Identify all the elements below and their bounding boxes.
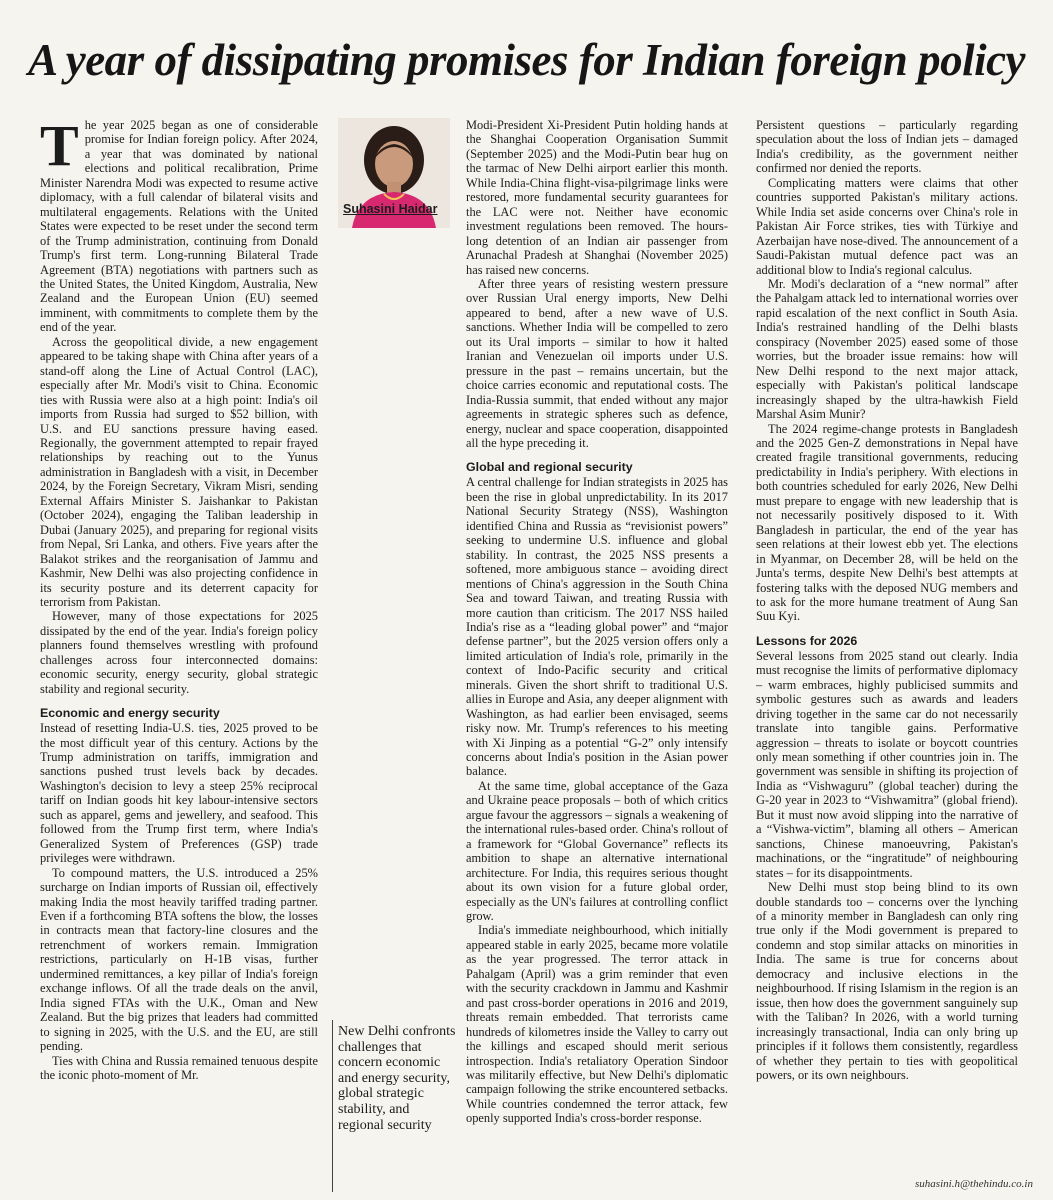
section-heading: Global and regional security: [466, 460, 633, 475]
article-column-1: [40, 118, 318, 1196]
headline: A year of dissipating promises for Indian foreign policy: [27, 35, 1026, 85]
article-column-3: [466, 118, 728, 1196]
paragraph: India's immediate neighbourhood, which initially appeared stable in early 2025, became more volatile as the year progressed. The terror attack in Pahalgam (April) was a grim reminder that even with the security crackdown in Jammu and Kashmir and past cross-border operations in 2016 and 2019, threats remain embedded. That terrorists came hundreds of kilometres inside the Valley to carry out the killings and escaped should merit serious introspection. India's retaliatory Operation Sindoor was militarily effective, but New Delhi's diplomatic campaign following the strike encountered setbacks. While countries condemned the terror attack, few openly supported India's cross-border response.: [466, 923, 728, 1126]
quote-divider: [332, 1020, 333, 1192]
article-column-4: [756, 118, 1018, 1196]
paragraph: After three years of resisting western pressure over Russian Ural energy imports, New Delhi appeared to bend, after a new wave of U.S. sanctions. Whether India will be compelled to zero out its Ural imports – similar to how it halted Iranian and Venezuelan oil imports under U.S. pressure in the past – remains uncertain, but the choice carries economic and reputational costs. The India-Russia summit, that ended without any major agreements in strategic spheres such as defence, energy, nuclear and space cooperation, disappointed all the hype preceding it.: [466, 276, 728, 450]
paragraph: Ties with China and Russia remained tenuous despite the iconic photo-moment of Mr.: [40, 1053, 318, 1082]
paragraph: New Delhi must stop being blind to its own double standards too – concerns over the lynching of a minority member in Bangladesh can only ring true only if the Modi government is prepared to condemn and stop similar attacks on minorities in India. The same is true for concerns about democracy and inclusive elections in the neighbourhood. If rising Islamism in the region is an issue, then how does the government sanguinely sup with the Taliban? In 2026, with a world turning increasingly transactional, India can only bring up principles if it follows them consistently, regardless of whether they pertain to ties with geopolitical powers, or its own neighbours.: [756, 880, 1018, 1082]
paragraph: he year 2025 began as one of considerable promise for Indian foreign policy. After 2024, a year that was dominated by national elections and political recalibration, Prime Minister Narendra Modi was expected to resume active diplomacy, with a full calendar of bilateral visits and multilateral engagements. Relations with the United States were expected to be reset under the second term of the Trump administration, continuing from Donald Trump's first term. Long-running Bilateral Trade Agreement (BTA) negotiations with partners such as the United States, the United Kingdom, Australia, New Zealand and the European Union (EU) seemed imminent, with commitments to complete them by the end of the year.: [40, 118, 318, 335]
paragraph: To compound matters, the U.S. introduced a 25% surcharge on Indian imports of Russian oil, effectively making India the most heavily tariffed trading partner. Even if a forthcoming BTA softens the blow, the losses in contracts mean that factory-line closures and the retrenchment of workers remain. Immigration restrictions, particularly on H-1B visas, further undermined remittances, a key pillar of India's foreign exchange inflows. Of all the trade deals on the anvil, India signed FTAs with the U.K., Oman and New Zealand. But the big prizes that leaders had committed to signing in 2025, with the U.S. and the EU, are still pending.: [40, 865, 318, 1054]
paragraph: At the same time, global acceptance of the Gaza and Ukraine peace proposals – both of which critics argue favour the aggressors – signals a weakening of the international rules-based order. China's rollout of a framework for “Global Governance” reflects its ambition to shape an alternative international architecture. For India, this requires serious thought about its own vision for a future global order, especially as the UN's failures at controlling conflict grow.: [466, 778, 728, 924]
paragraph: Complicating matters were claims that other countries supported Pakistan's military actions. While India set aside concerns over China's role in Pakistan Air Force strikes, ties with Türkiye and Azerbaijan have nose-dived. The announcement of a Saudi-Pakistan mutual defence pact was an additional blow to India's regional calculus.: [756, 175, 1018, 277]
author-byline[interactable]: Suhasini Haidar: [343, 202, 438, 216]
paragraph: However, many of those expectations for 2025 dissipated by the end of the year. India's foreign policy planners found themselves wrestling with profound challenges across four interconnected domains: economic security, energy security, global strategic stability and regional security.: [40, 609, 318, 696]
paragraph: Across the geopolitical divide, a new engagement appeared to be taking shape with China after years of a stand-off along the Line of Actual Control (LAC), especially after Mr. Modi's visit to China. Economic ties with Russia were also at a high point: India's oil imports from Russia had surged to $52 billion, with U.S. and EU sanctions pressure having eased. Regionally, the government attempted to repair frayed relationships by reaching out to the Yunus administration in Bangladesh with a visit, in December 2024, by the Foreign Secretary, Vikram Misri, sending External Affairs Minister S. Jaishankar to Pakistan (October 2024), engaging the Taliban leadership in Dubai (January 2025), and preparing for regional visits from Nepal, Sri Lanka, and others. Five years after the Balakot strikes and the reorganisation of Jammu and Kashmir, New Delhi was also projecting confidence in its security posture and its deterrent capacity for terrorism from Pakistan.: [40, 334, 318, 609]
paragraph: Instead of resetting India-U.S. ties, 2025 proved to be the most difficult year of this century. Actions by the Trump administration on tariffs, immigration and sanctions pushed trust levels back by decades. Washington's decision to levy a steep 25% reciprocal tariff on Indian goods hit key labour-intensive sectors such as apparel, gems and jewellery, and seafood. This followed from the Trump first term, where India's Generalized System of Preferences (GSP) trade privileges were withdrawn.: [40, 721, 318, 866]
drop-cap: T: [40, 118, 79, 178]
paragraph: A central challenge for Indian strategists in 2025 has been the rise in global unpredictability. In its 2017 National Security Strategy (NSS), Washington identified China and Russia as “revisionist powers” seeking to undermine U.S. influence and global stability. In contrast, the 2025 NSS presents a softened, more ambiguous stance – avoiding direct mentions of China's aggression in the South China Sea and toward Taiwan, and treating Russia with more caution than criticism. The 2017 NSS hailed India's rise as a “leading global power” and “major defense partner”, but the 2025 version offers only a limited articulation of India's role, primarily in the context of Indo-Pacific security and critical minerals. Given the short shrift to traditional U.S. allies in Europe and Asia, any deeper alignment with Washington, as had earlier been envisaged, seems risky now. Mr. Trump's references to his meeting with Xi Jinping as a potential “G-2” only intensify concerns about India's position in the Asian power balance.: [466, 475, 728, 779]
section-heading: Economic and energy security: [40, 706, 220, 721]
section-heading: Lessons for 2026: [756, 633, 858, 648]
paragraph: Persistent questions – particularly regarding speculation about the loss of Indian jets – damaged India's credibility, as the government neither confirmed nor denied the reports.: [756, 118, 1018, 176]
pull-quote: New Delhi confronts challenges that concern economic and energy security, global strategic stability, and regional security: [338, 1024, 456, 1133]
paragraph: Several lessons from 2025 stand out clearly. India must recognise the limits of performative diplomacy – warm embraces, highly publicised summits and symbolic gestures such as awards and leaders driving together in the same car do not necessarily translate into tangible gains. Performative aggression – threats to isolate or boycott countries only mean something if other countries join in. The government was sensible in shifting its projection of India as “Vishwaguru” (global teacher) during the G-20 year in 2023 to “Vishwamitra” (global friend). But it must now avoid slipping into the narrative of a “Vishwa-victim”, blaming all others – American sanctions, Chinese manoeuvring, Pakistan's machinations, or the “ingratitude” of neighbouring states – for its disappointments.: [756, 648, 1018, 880]
paragraph: Modi-President Xi-President Putin holding hands at the Shanghai Cooperation Organisation Summit (September 2025) and the Modi-Putin bear hug on the tarmac of New Delhi airport earlier this month. While India-China flight-visa-pilgrimage links were restored, more fundamental security guarantees for the LAC were not. Neither have economic investment regulations been removed. The hours-long detention of an Indian air passenger from Arunachal Pradesh at Shanghai (November 2025) has raised new concerns.: [466, 118, 728, 277]
author-email[interactable]: suhasini.h@thehindu.co.in: [915, 1178, 1033, 1190]
paragraph: The 2024 regime-change protests in Bangladesh and the 2025 Gen-Z demonstrations in Nepal have created fragile transitional governments, reducing predictability in India's periphery. With elections in both countries scheduled for early 2026, New Delhi must prepare to engage with new leadership that is not necessarily positively disposed to it. With Bangladesh in particular, the end of the year has seen relations at their lowest ebb yet. The elections in Myanmar, on December 28, will be held on the Junta's terms, despite New Delhi's best attempts at fostering talks with the deposed NUG members and to ask for the more humane treatment of Aung San Suu Kyi.: [756, 421, 1018, 624]
paragraph: Mr. Modi's declaration of a “new normal” after the Pahalgam attack led to international worries over rapid escalation of the next conflict in South Asia. India's restrained handling of the Delhi blasts conspiracy (November 2025) eased some of those worries, but the broader issue remains: how will New Delhi respond to the next major attack, especially with Pakistan's political landscape increasingly shaped by the ultra-hawkish Field Marshal Asim Munir?: [756, 276, 1018, 422]
